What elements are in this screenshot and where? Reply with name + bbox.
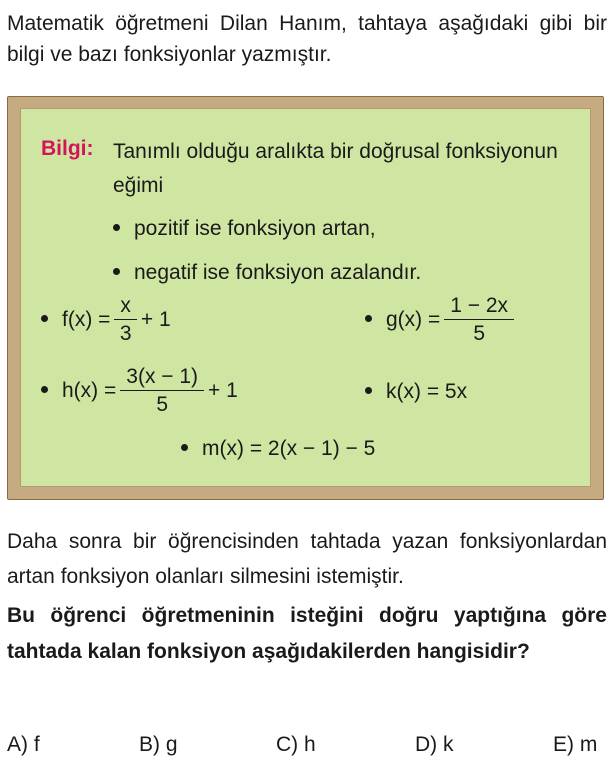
choice-b[interactable]: B) g [139, 733, 178, 756]
function-k-text: k(x) = 5x [386, 380, 468, 403]
function-g [365, 295, 518, 345]
function-g-fraction [444, 295, 514, 345]
question-text: Bu öğrenci öğretmeninin isteğini doğru yaptığına göre tahtada kalan fonksiyon aşağıdakilerden hangisidir? [7, 604, 607, 663]
function-h-denominator: 5 [156, 393, 168, 416]
bullet-dot-icon [113, 268, 120, 275]
bullet-negative [113, 261, 421, 285]
function-g-numerator: 1 − 2x [444, 295, 514, 320]
function-h-numerator: 3(x − 1) [120, 366, 204, 391]
function-f-rhs: + 1 [140, 308, 171, 331]
function-h-fraction [120, 366, 204, 416]
bullet-positive [113, 217, 376, 241]
function-f [41, 295, 171, 345]
chalkboard-frame [7, 96, 604, 500]
info-label: Bilgi: [41, 137, 94, 160]
function-m [181, 437, 375, 461]
function-f-denominator: 3 [119, 322, 132, 345]
bullet-dot-icon [113, 224, 120, 231]
function-h-lhs: h(x) = [62, 379, 117, 402]
function-f-lhs: f(x) = [62, 308, 111, 331]
bullet-dot-icon [181, 444, 188, 451]
info-text: Tanımlı olduğu aralıkta bir doğrusal fonksiyonun eğimi [113, 140, 558, 197]
bullet-dot-icon [365, 387, 372, 394]
choice-d[interactable]: D) k [415, 733, 454, 756]
bullet-dot-icon [41, 386, 48, 393]
bullet-dot-icon [41, 315, 48, 322]
function-f-numerator: x [114, 295, 137, 320]
function-g-lhs: g(x) = [386, 308, 441, 331]
function-h-rhs: + 1 [208, 379, 238, 402]
function-f-fraction [114, 295, 137, 345]
bullet-negative-text: negatif ise fonksiyon azalandır. [134, 261, 422, 284]
choice-e[interactable]: E) m [553, 733, 598, 756]
function-h [41, 366, 238, 416]
bullet-positive-text: pozitif ise fonksiyon artan, [134, 217, 376, 240]
follow-up-text: Daha sonra bir öğrencisinden tahtada yazan fonksiyonlardan artan fonksiyon olanları silmesini istemiştir. [7, 530, 607, 588]
bullet-dot-icon [365, 315, 372, 322]
function-k [365, 380, 467, 404]
function-g-denominator: 5 [473, 322, 485, 345]
choice-a[interactable]: A) f [7, 733, 40, 756]
function-m-text: m(x) = 2(x − 1) − 5 [202, 437, 376, 460]
intro-text: Matematik öğretmeni Dilan Hanım, tahtaya aşağıdaki gibi bir bilgi ve bazı fonksiyonlar yazmıştır. [7, 12, 607, 66]
chalkboard [20, 108, 591, 487]
choice-c[interactable]: C) h [276, 733, 316, 756]
